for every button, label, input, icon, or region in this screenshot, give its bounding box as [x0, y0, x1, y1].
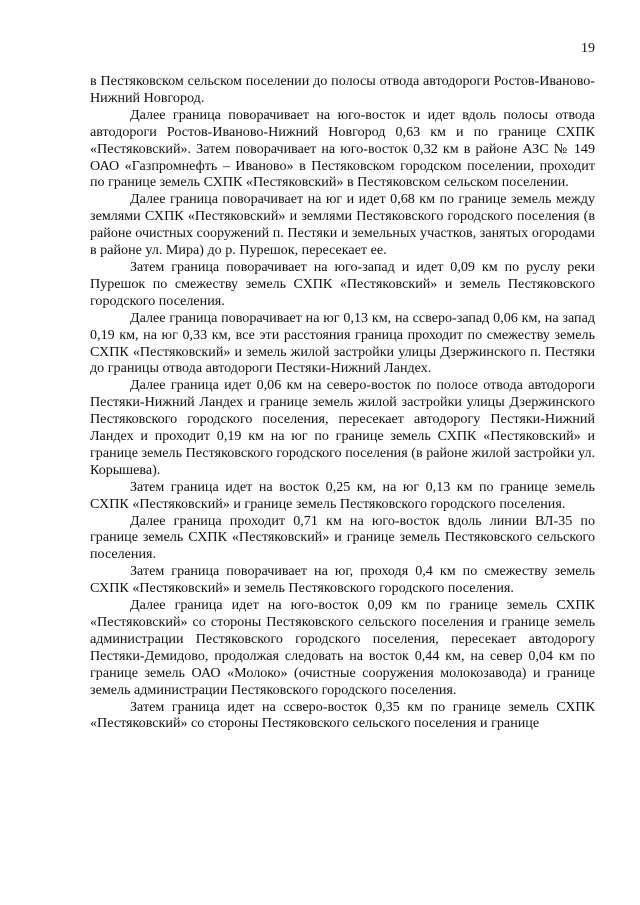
page-number: 19 — [581, 41, 595, 56]
paragraph: Затем граница идет на ссверо-восток 0,35 км по границе земель СХПК «Пестяковский» со стороны Пестяковского сельского поселения и границе — [90, 698, 595, 732]
paragraph-continuation: в Пестяковском сельском поселении до полосы отвода автодороги Ростов-Иваново-Нижний Новгород. — [90, 73, 595, 106]
document-body — [90, 73, 595, 732]
paragraph: Далее граница поворачивает на юг 0,13 км, на ссверо-запад 0,06 км, на запад 0,19 км, на юг 0,33 км, все эти расстояния граница проходит по смежеству земель СХПК «Пестяковский» и земель жилой застройки улицы Дзержинского п. Пестяки до границы отвода автодороги Пестяки-Нижний Ландех. — [90, 309, 595, 377]
paragraph: Далее граница поворачивает на юг и идет 0,68 км по границе земель между землями СХПК «Пестяковский» и землями Пестяковского городского поселения (в районе очистных сооружений п. Пестяки и земельных участков, занятых огородами в районе ул. Мира) до р. Пурешок, пересекает ее. — [90, 191, 595, 259]
paragraph: Затем граница идет на восток 0,25 км, на юг 0,13 км по границе земель СХПК «Пестяковский» и границе земель Пестяковского городского поселения. — [90, 478, 595, 512]
paragraph: Далее граница поворачивает на юго-восток и идет вдоль полосы отвода автодороги Ростов-Иваново-Нижний Новгород 0,63 км и по границе СХПК «Пестяковский». Затем поворачивает на юго-восток 0,32 км в районе АЗС № 149 ОАО «Газпромнефть – Иваново» в Пестяковском городском поселении, проходит по границе земель СХПК «Пестяковский» в Пестяковском сельском поселении. — [90, 106, 595, 191]
paragraph: Далее граница идет 0,06 км на северо-восток по полосе отвода автодороги Пестяки-Нижний Ландех и границе земель жилой застройки улицы Дзержинского Пестяковского городского поселения, пересекает автодорогу Пестяки-Нижний Ландех и проходит 0,19 км на юг по границе земель СХПК «Пестяковский» и границе земель Пестяковского городского поселения (в районе жилой застройки ул. Корышева). — [90, 377, 595, 478]
paragraph: Затем граница поворачивает на юг, проходя 0,4 км по смежеству земель СХПК «Пестяковский» и земель Пестяковского городского поселения. — [90, 563, 595, 597]
paragraph: Затем граница поворачивает на юго-запад и идет 0,09 км по руслу реки Пурешок по смежеству земель СХПК «Пестяковский» и земель Пестяковского городского поселения. — [90, 258, 595, 309]
paragraph: Далее граница идет на юго-восток 0,09 км по границе земель СХПК «Пестяковский» со стороны Пестяковского сельского поселения и границе земель администрации Пестяковского городского поселения, пересекает автодорогу Пестяки-Демидово, продолжая следовать на восток 0,44 км, на север 0,04 км по границе земель ОАО «Молоко» (очистные сооружения молокозавода) и границе земель администрации Пестяковского городского поселения. — [90, 597, 595, 698]
paragraph: Далее граница проходит 0,71 км на юго-восток вдоль линии ВЛ-35 по границе земель СХПК «Пестяковский» и границе земель Пестяковского сельского поселения. — [90, 512, 595, 563]
